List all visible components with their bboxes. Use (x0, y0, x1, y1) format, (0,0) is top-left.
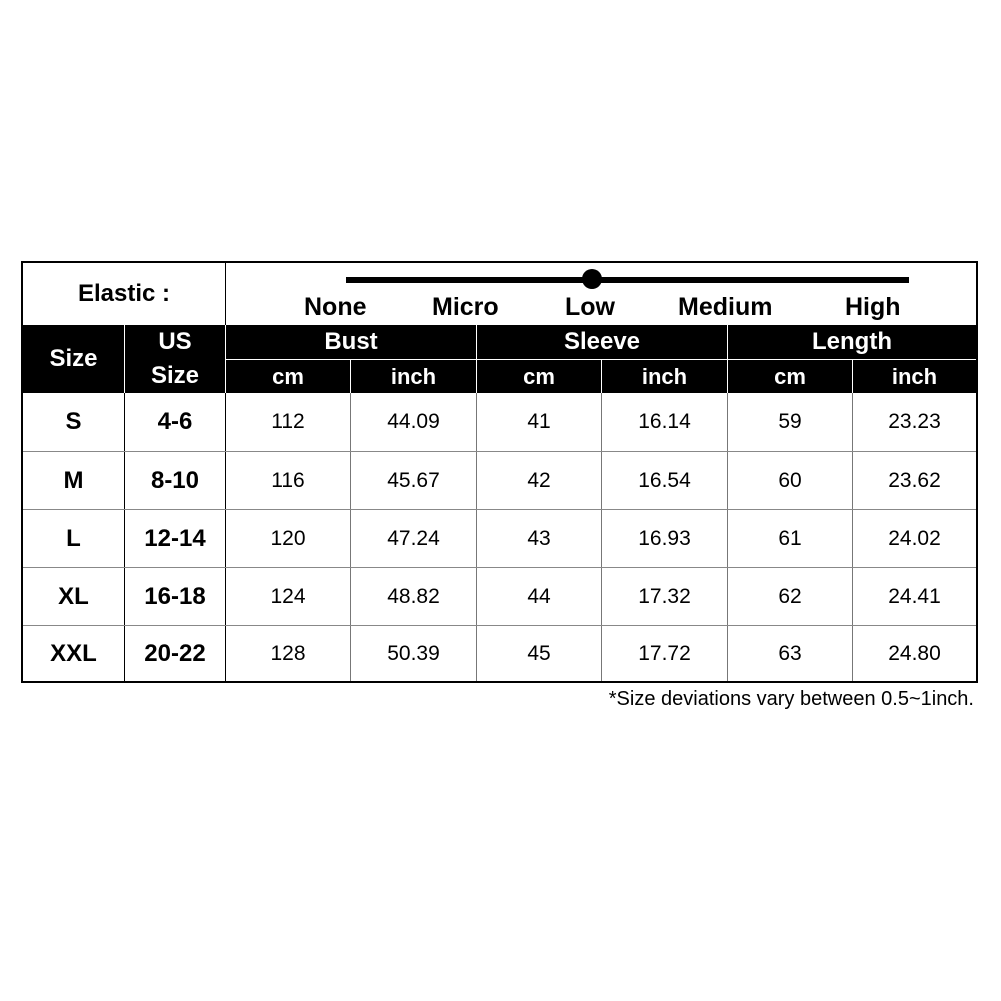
row-sleeve-inch: 16.14 (638, 410, 691, 433)
row-bust-cm: 116 (271, 468, 305, 492)
row-size: S (65, 408, 82, 435)
elastic-indicator-dot (582, 269, 602, 289)
header-unit-bust-inch: inch (351, 360, 476, 393)
row-length-inch: 23.23 (888, 410, 941, 433)
grid-vline (124, 393, 125, 681)
elastic-level-high: High (845, 293, 901, 321)
row-sleeve-inch: 17.72 (638, 641, 691, 665)
row-sleeve-inch: 16.54 (638, 468, 691, 492)
row-size: M (63, 466, 84, 494)
row-bust-inch: 47.24 (387, 526, 440, 550)
row-length-cm: 60 (778, 468, 802, 492)
row-length-cm: 61 (778, 526, 802, 550)
header-us-line1: US (158, 328, 192, 355)
header-us-size (125, 325, 225, 393)
row-sleeve-inch: 17.32 (638, 584, 691, 608)
row-sleeve-cm: 42 (527, 468, 551, 492)
header-unit-length-cm: cm (728, 360, 852, 393)
row-sleeve-cm: 44 (527, 584, 551, 608)
row-bust-inch: 50.39 (387, 641, 440, 665)
elastic-level-low: Low (565, 293, 615, 321)
elastic-level-medium: Medium (678, 293, 773, 321)
elastic-track (346, 277, 909, 283)
header-group-length: Length (728, 325, 976, 359)
row-length-inch: 24.02 (888, 526, 941, 550)
row-sleeve-cm: 45 (527, 641, 551, 665)
row-bust-inch: 45.67 (387, 468, 440, 492)
row-us-size: 12-14 (144, 524, 206, 552)
grid-hline (23, 625, 976, 626)
elastic-level-micro: Micro (432, 293, 499, 321)
row-bust-cm: 112 (271, 410, 305, 433)
row-size: XXL (50, 639, 97, 667)
row-us-size: 4-6 (157, 408, 193, 435)
header-unit-length-inch: inch (853, 360, 976, 393)
row-us-size: 20-22 (144, 639, 206, 667)
grid-vline (852, 393, 853, 681)
header-group-bust: Bust (226, 325, 476, 359)
grid-vline (476, 393, 477, 681)
row-length-inch: 24.80 (888, 641, 941, 665)
header-unit-sleeve-inch: inch (602, 360, 727, 393)
row-bust-cm: 128 (270, 641, 306, 665)
grid-vline (350, 393, 351, 681)
row-bust-cm: 120 (270, 526, 306, 550)
row-length-inch: 24.41 (888, 584, 941, 608)
grid-vline (225, 393, 226, 681)
header-group-sleeve: Sleeve (477, 325, 727, 359)
elastic-scale (226, 263, 978, 325)
header-us-line2: Size (150, 362, 200, 389)
grid-vline (601, 393, 602, 681)
header-unit-bust-cm: cm (226, 360, 350, 393)
grid-hline (23, 567, 976, 568)
elastic-level-none: None (304, 293, 367, 321)
row-length-cm: 59 (778, 410, 802, 433)
grid-hline (23, 509, 976, 510)
row-length-inch: 23.62 (888, 468, 941, 492)
header-unit-sleeve-cm: cm (477, 360, 601, 393)
row-us-size: 16-18 (144, 582, 206, 610)
row-size: XL (58, 582, 89, 610)
row-us-size: 8-10 (150, 466, 200, 494)
size-deviation-note: *Size deviations vary between 0.5~1inch. (608, 688, 974, 710)
row-bust-cm: 124 (270, 584, 306, 608)
row-sleeve-cm: 43 (527, 526, 551, 550)
row-bust-inch: 44.09 (387, 410, 440, 433)
row-length-cm: 62 (778, 584, 802, 608)
row-sleeve-cm: 41 (527, 410, 551, 433)
grid-hline (23, 451, 976, 452)
row-length-cm: 63 (778, 641, 802, 665)
row-sleeve-inch: 16.93 (638, 526, 691, 550)
size-chart-table (21, 261, 978, 683)
elastic-label: Elastic : (77, 280, 171, 307)
header-size: Size (23, 325, 124, 393)
grid-vline (727, 393, 728, 681)
row-bust-inch: 48.82 (387, 584, 440, 608)
row-size: L (66, 524, 81, 552)
